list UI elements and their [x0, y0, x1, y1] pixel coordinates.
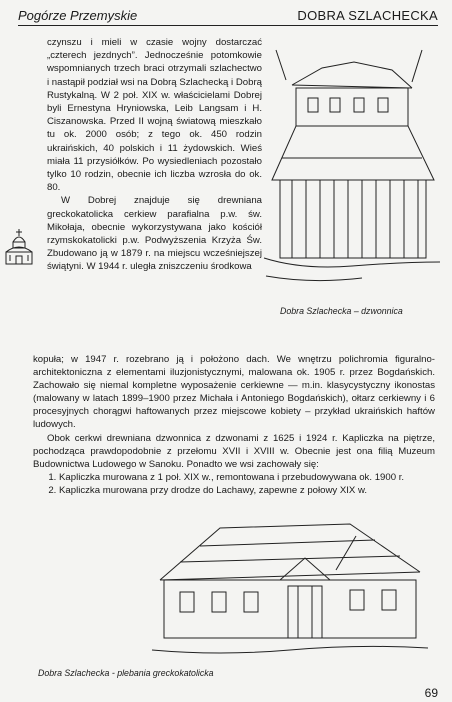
header-region: Pogórze Przemyskie: [18, 8, 138, 23]
list-item: 2. Kapliczka murowana przy drodze do Lachawy, zapewne z połowy XIX w.: [59, 484, 435, 497]
page-number: 69: [424, 686, 438, 700]
monuments-list: [33, 471, 435, 497]
bell-tower-caption: Dobra Szlachecka – dzwonnica: [280, 306, 403, 316]
continuation-paragraph: kopuła; w 1947 r. rozebrano ją i położono dach. We wnętrzu polichromia figuralno-architektoniczna z elementami iluzjonistycznymi, malowana ok. 1905 r. przez Bogdańskich. Zachowało się niemal kompletne wyposażenie cerkiewne — m.in. klasycystyczny ikonostas (malowany w latach 1899–1900 przez Michała i Antoniego Bogdańskich), ołtarz cerkiewny i 6 procesyjnych chorągwi haftowanych przez miejscowe kobiety – przykład ukraińskich haftów ludowych.: [33, 354, 435, 431]
column-paragraph-2: W Dobrej znajduje się drewniana greckokatolicka cerkiew parafialna p.w. św. Mikołaja, obecnie wykorzystywana jako kościół rzymskokatolicki p.w. Podwyższenia Krzyża Św. Zbudowano ją w 1879 r. na miejscu wcześniejszej świątyni. W 1944 r. uległa zniszczeniu środkowa: [47, 195, 262, 273]
page-header: [18, 6, 438, 26]
bell-tower-sketch: [262, 40, 442, 288]
paragraph-bell-tower: Obok cerkwi drewniana dzwonnica z dzwonami z 1625 i 1924 r. Kapliczka na piętrze, pochodząca prawdopodobnie z przełomu XVII i XVIII w. Obecnie jest ona filią Muzeum Budownictwa Ludowego w Sanoku. Ponadto we wsi zachowały się:: [33, 432, 435, 470]
full-width-text: [33, 353, 435, 497]
column-paragraph-1: czynszu i mieli w czasie wojny dostarczać „czterech jezdnych”. Jednocześnie potomkowie wspomnianych trzech braci otrzymali szlachectwo i nastąpił podział wsi na Dobrą Szlachecką i Dobrą Rustykalną. W 2 poł. XIX w. właścicielami Dobrej byli Ernestyna Hryniowska, Leib Langsam i H. Ciszanowska. Przed II wojną światową mieszkało tu ok. 2000 osób; z tego ok. 450 rodzin ukraińskich, 40 polskich i 11 żydowskich. Wieś miała 11 przysiółków. Po wysiedleniach pozostało tylko 10 rodzin, obecnie ich liczba wzrosła do ok. 80.: [47, 37, 262, 194]
rectory-house-sketch: [150, 510, 430, 660]
header-rule: [18, 25, 438, 26]
list-item: 1. Kapliczka murowana z 1 poł. XIX w., remontowana i przebudowywana ok. 1900 r.: [59, 471, 435, 484]
header-place: DOBRA SZLACHECKA: [297, 8, 438, 23]
church-icon: [2, 228, 36, 266]
rectory-caption: Dobra Szlachecka - plebania greckokatolicka: [38, 668, 214, 678]
column-text: [47, 36, 262, 274]
